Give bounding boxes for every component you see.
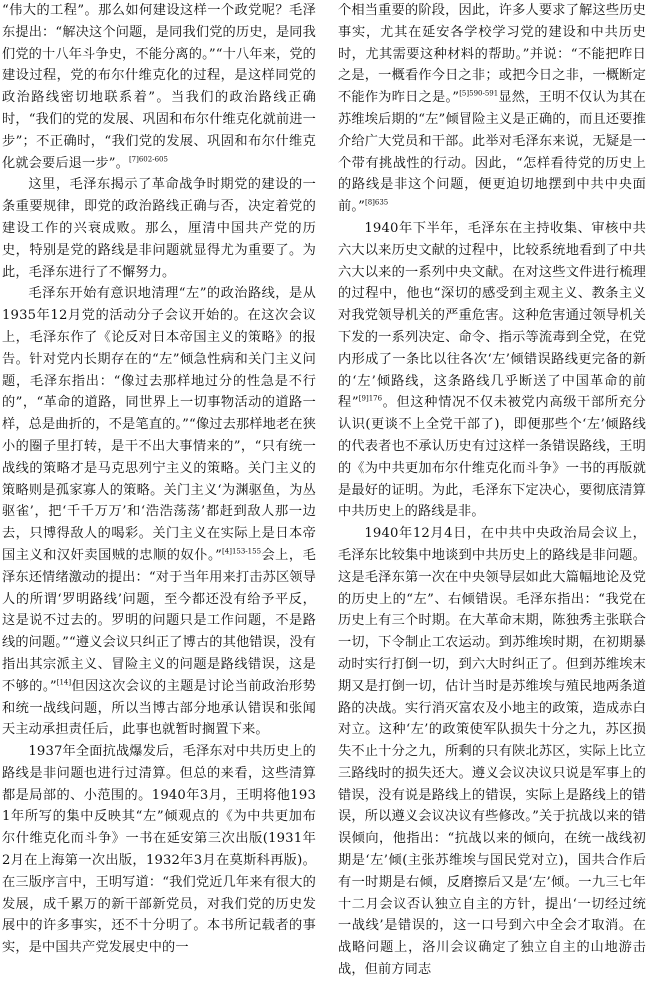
right-column-paragraph <box>338 218 646 523</box>
left-column-paragraph <box>2 0 316 174</box>
left-column-paragraph <box>2 283 316 741</box>
left-column-paragraph <box>2 741 316 959</box>
paragraph-text: 。但这种情况不仅未被党内高级干部所充分认识(更谈不上全党干部了)，即便那些个‘左’倾路线的代表者也不承认历史有过这样一条错误路线，王明的《为中共更加布尔什维克化而斗争》一书的再版就是最好的证明。为此，毛泽东下定决心，要彻底清算中共历史上的路线是非。 <box>338 395 646 520</box>
citation-reference: [14] <box>56 678 72 687</box>
left-column-paragraph <box>2 174 316 283</box>
paragraph-text: 显然，王明不仅认为其在苏维埃后期的“左”倾冒险主义是正确的，而且还要推介给广大党员和干部。此举对毛泽东来说，无疑是一个带有挑战性的行动。因此，“怎样看待党的历史上的路线是非这个问题，便更迫切地摆到中共中央面前。” <box>338 90 646 215</box>
right-column <box>324 0 646 978</box>
paragraph-text: 1940年12月4日，在中共中央政治局会议上，毛泽东比较集中地谈到中共历史上的路线是非问题。这是毛泽东第一次在中央领导层如此大篇幅地论及党的历史上的“左”、右倾错误。毛泽东指出：“我党在历史上有三个时期。在大革命末期，陈独秀主张联合一切，下令制止工农运动。到苏维埃时期，在初期暴动时实行打倒一切，到六大时纠正了。但到苏维埃末期又是打倒一切，估计当时是苏维埃与殖民地两条道路的决战。实行消灭富农及小地主的政策，造成赤白对立。这种‘左’的政策使军队损失十分之九，苏区损失不止十分之九，所剩的只有陕北苏区，实际上比立三路线时的损失还大。遵义会议决议只说是军事上的错误，没有说是路线上的错误，实际上是路线上的错误，所以遵义会议决议有些修改。”关于抗战以来的错误倾向，他指出：“抗战以来的倾向，在统一战线初期是‘左’倾(主张苏维埃与国民党对立)，国共合作后有一时期是右倾，反磨擦后又是‘左’倾。一九三七年十二月会议否认独立自主的方针，提出‘一切经过统一战线’是错误的，这一口号到六中全会才取消。在战略问题上，洛川会议确定了独立自主的山地游击战，但前方同志 <box>338 526 646 978</box>
citation-reference: [4]153-155 <box>222 547 262 556</box>
paragraph-text: 1940年下半年，毛泽东在主持收集、审核中共六大以来历史文献的过程中，比较系统地看到了中共六大以来的一系列中央文献。在对这些文件进行梳理的过程中，他也“深切的感受到主观主义、教条主义对我党领导机关的严重危害。这种危害通过领导机关下发的一系列决定、命令、指示等流毒到全党，在党内形成了一条比以往各次‘左’倾错误路线更完备的新的‘左’倾路线，这条路线几乎断送了中国革命的前程” <box>338 220 646 411</box>
paragraph-text: 1937年全面抗战爆发后，毛泽东对中共历史上的路线是非问题也进行过清算。但总的来看，这些清算都是局部的、小范围的。1940年3月，王明将他1931年所写的集中反映其“左”倾观点的《为中共更加布尔什维克化而斗争》一书在延安第三次出版(1931年2月在上海第一次出版，1932年3月在莫斯科再版)。在三版序言中，王明写道：“我们党近几年来有很大的发展，成千累万的新干部新党员，对我们党的历史发展中的许多事实，还不十分明了。本书所记载者的事实，是中国共产党发展史中的一 <box>2 744 316 956</box>
left-column-body <box>2 0 316 959</box>
right-column-body <box>338 0 646 981</box>
paragraph-text: 这里，毛泽东揭示了革命战争时期党的建设的一条重要规律，即党的政治路线正确与否，决定着党的建设工作的兴衰成败。那么，厘清中国共产党的历史，特别是党的路线是非问题就显得尤为重要了。为此，毛泽东进行了不懈努力。 <box>2 177 316 280</box>
right-column-paragraph <box>338 523 646 981</box>
citation-reference: [7]602-605 <box>128 155 168 164</box>
paragraph-text: “伟大的工程”。那么如何建设这样一个政党呢？毛泽东提出：“解决这个问题，是同我们党的历史，是同我们党的十八年斗争史，不能分离的。”“十八年来，党的建设过程，党的布尔什维克化的过程，是这样同党的政治路线密切地联系着”。当我们的政治路线正确时，“我们的党的发展、巩固和布尔什维克化就前进一步”；不正确时，“我们党的发展、巩固和布尔什维克化就会要后退一步”。 <box>2 3 316 171</box>
citation-reference: [9]176 <box>358 394 383 403</box>
paragraph-text: 个相当重要的阶段，因此，许多人要求了解这些历史事实，尤其在延安各学校学习党的建设和中共历史时，尤其需要这种材料的帮助。”并说：“不能把昨日之是，一概看作今日之非；或把今日之非，一概断定不能作为昨日之是。” <box>338 3 646 106</box>
citation-reference: [8]635 <box>364 198 389 207</box>
paragraph-text: 毛泽东开始有意识地清理“左”的政治路线，是从1935年12月党的活动分子会议开始的。在这次会议上，毛泽东作了《论反对日本帝国主义的策略》的报告。针对党内长期存在的“左”倾急性病和关门主义问题，毛泽东指出：“像过去那样地过分的性急是不行的”，“革命的道路，同世界上一切事物活动的道路一样，总是曲折的，不是笔直的。”“像过去那样地老在狭小的圈子里打转，是干不出大事情来的”，“只有统一战线的策略才是马克思列宁主义的策略。关门主义的策略则是孤家寡人的策略。关门主义‘为渊驱鱼，为丛驱雀’，把‘千千万万’和‘浩浩荡荡’都赶到敌人那一边去，只博得敌人的喝彩。关门主义在实际上是日本帝国主义和汉奸卖国贼的忠顺的奴仆。” <box>2 286 316 563</box>
right-column-paragraph <box>338 0 646 218</box>
paragraph-text: 但因这次会议的主题是讨论当前政治形势和统一战线问题，所以当博古部分地承认错误和张闻天主动承担责任后，此事也就暂时搁置下来。 <box>2 678 316 738</box>
citation-reference: [5]590-591 <box>459 89 499 98</box>
paragraph-text: 会上，毛泽东还情绪激动的提出：“对于当年用来打击苏区领导人的所谓‘罗明路线’问题，至今都还没有给予平反，这是说不过去的。罗明的问题只是工作问题，不是路线的问题。”“遵义会议只纠正了博古的其他错误，没有指出其宗派主义、冒险主义的问题是路线错误，这是不够的。” <box>2 547 316 694</box>
left-column <box>2 0 324 956</box>
